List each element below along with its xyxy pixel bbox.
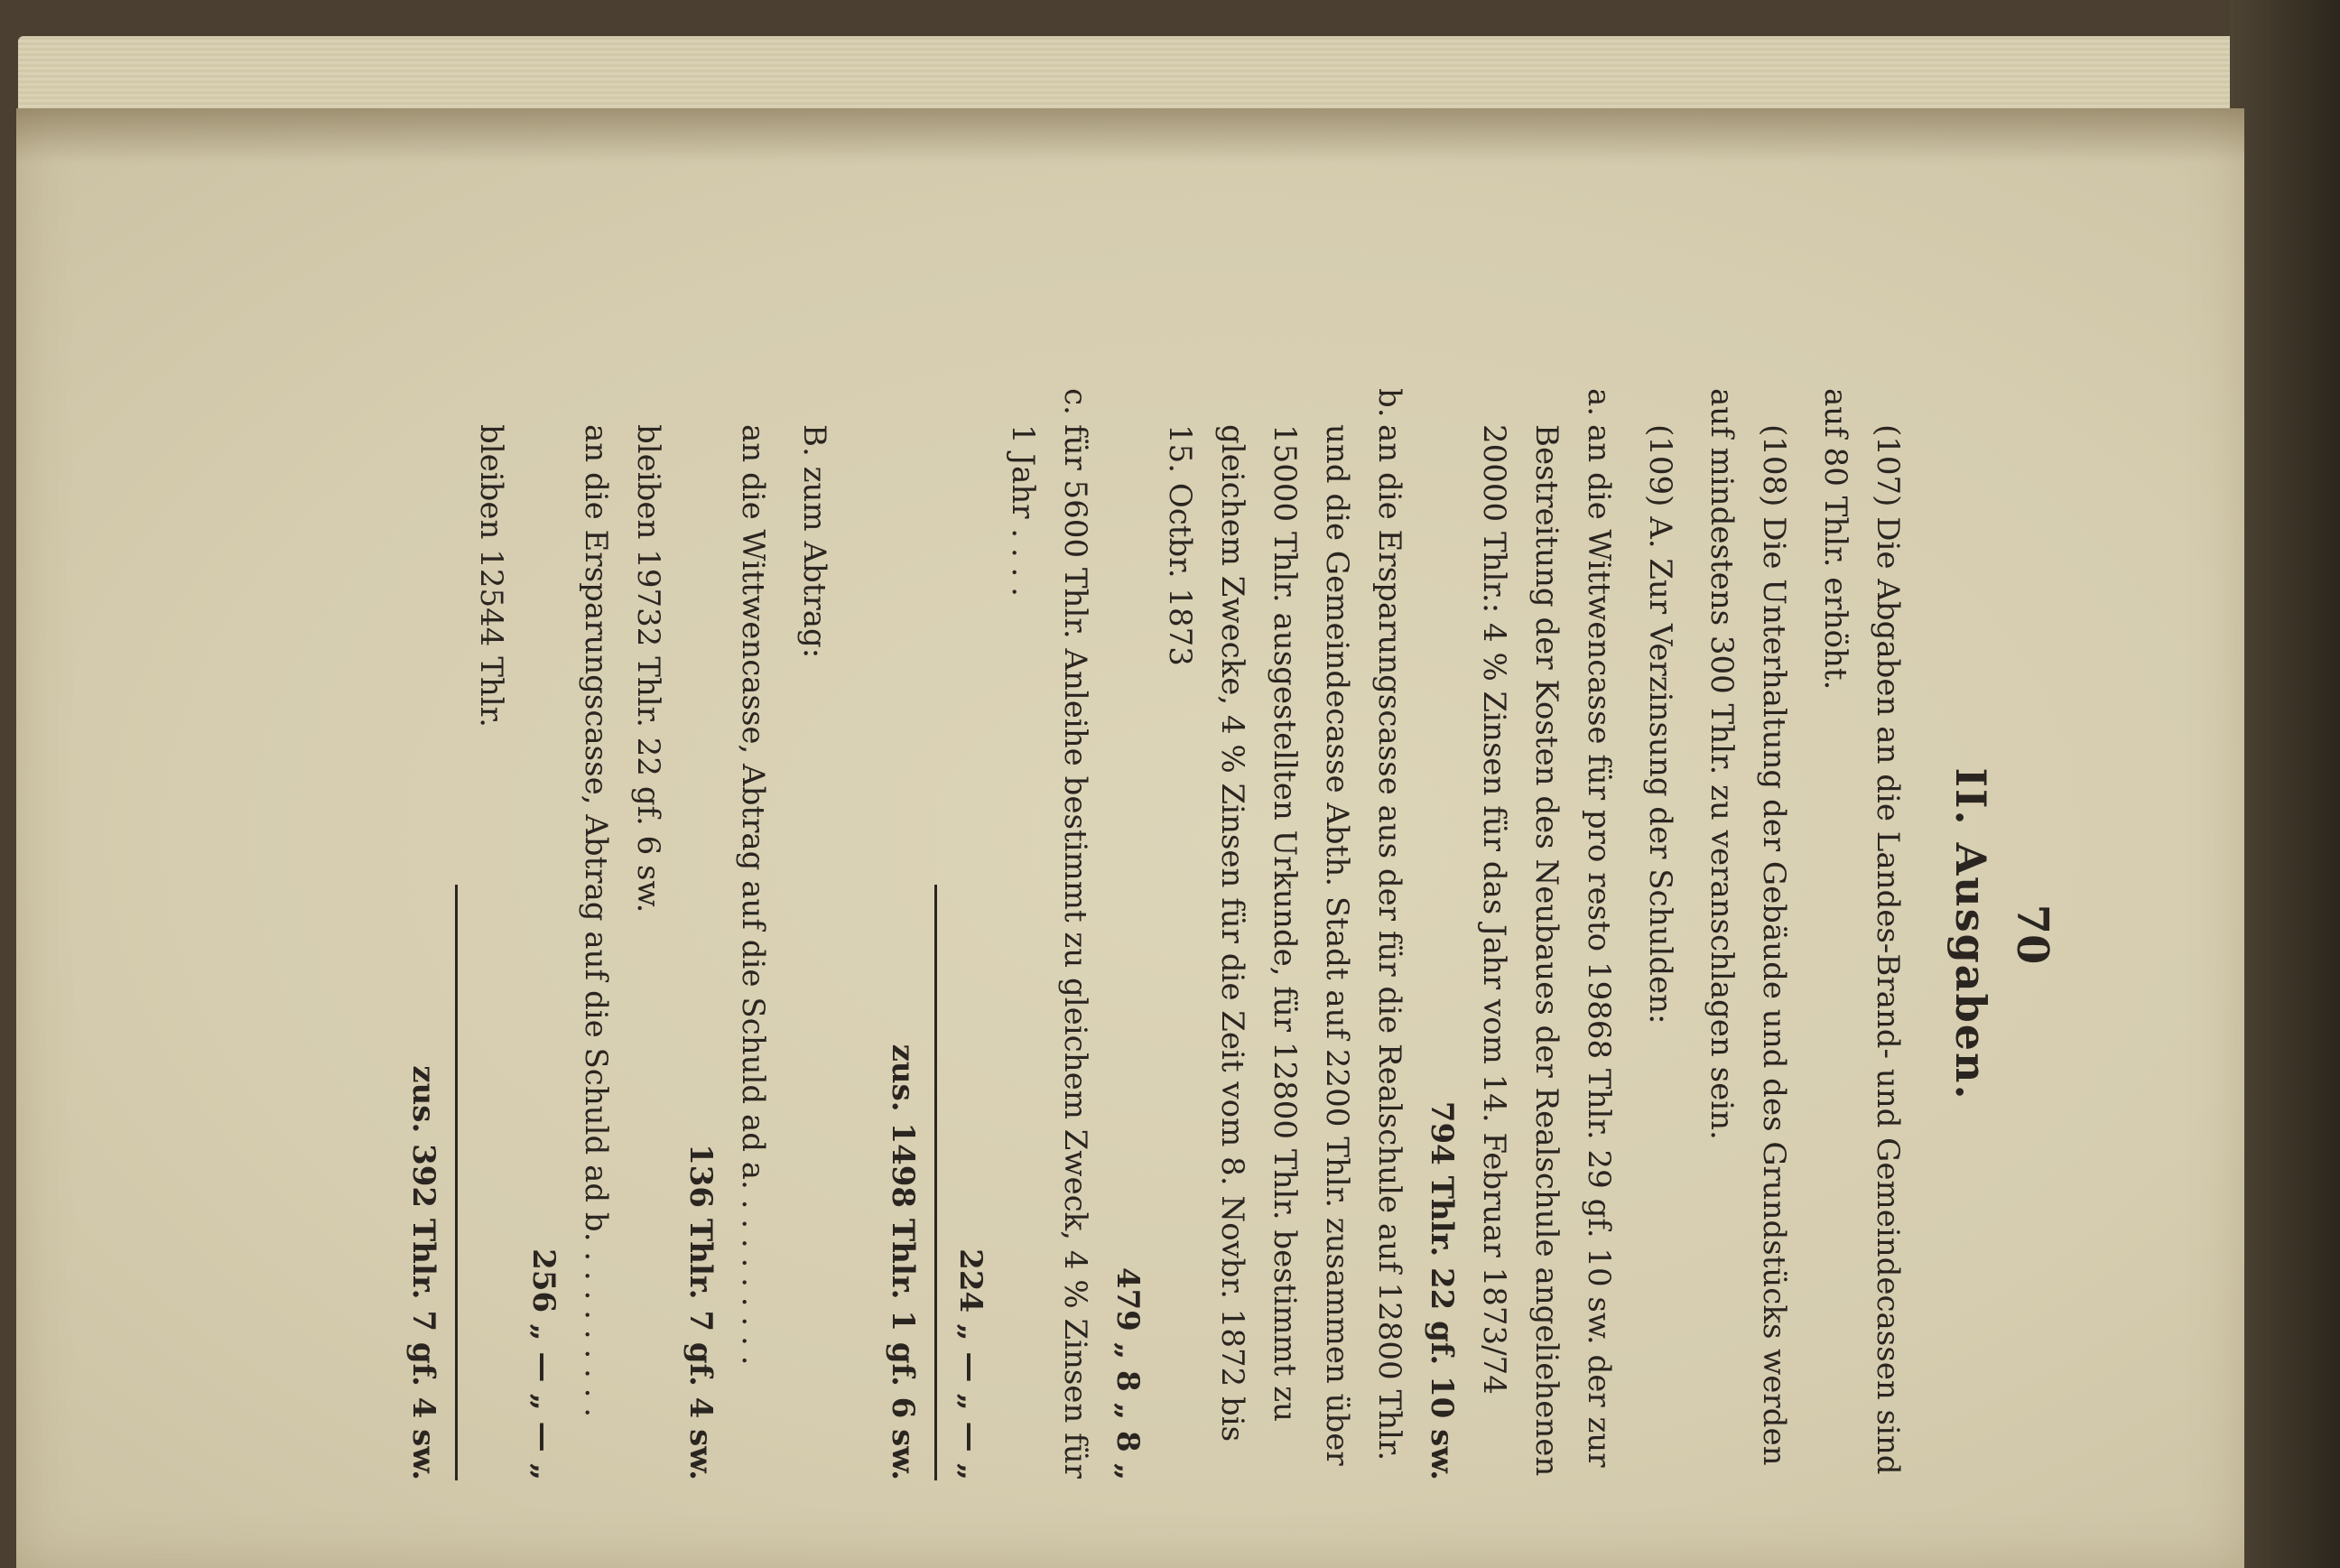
book-board — [2230, 0, 2340, 1568]
page-number: 70 — [2007, 904, 2057, 965]
item-amount: 794 Thlr. 22 gf. 10 sw. — [1424, 1100, 1460, 1480]
item-text: an die Ersparungscasse, Abtrag auf die Schuld ad b. . . . . . . . . . — [578, 424, 614, 1418]
page-content — [208, 388, 2058, 1480]
item-label: a. — [1581, 388, 1617, 417]
section-title: II. Ausgaben. — [1946, 767, 1995, 1101]
page-shadow — [16, 108, 2244, 162]
entry-108: (108) Die Unterhaltung der Gebäude und des Grundstücks werden auf mindestens 300 Thlr. zu veranschlagen sein. — [1704, 388, 1792, 1466]
repayment-item-1 — [622, 388, 779, 1480]
item-amount: 136 Thlr. 7 gf. 4 sw. — [682, 1144, 719, 1480]
item-remaining: bleiben 19732 Thlr. 22 gf. 6 sw. — [630, 424, 666, 914]
item-text: an die Ersparungscasse aus der für die Realschule auf 12800 Thlr. und die Gemeindecasse Abth. Stadt auf 2200 Thlr. zusammen über 15000 Thlr. ausgestellten Urkunde, für 12800 Thlr. bestimmt zu gleichem Zwecke, 4 % Zinsen für die Zeit vom 8. Novbr. 1872 bis 15. Octbr. 1873 — [1162, 424, 1407, 1466]
entry-109-heading: (109) A. Zur Verzinsung der Schulden: — [1642, 424, 1678, 1025]
item-amount: 479 „ 8 „ 8 „ — [1110, 1266, 1146, 1480]
item-remaining: bleiben 12544 Thlr. — [473, 424, 509, 728]
item-label: b. — [1371, 388, 1407, 418]
debt-item-b — [1101, 388, 1416, 1480]
repayment-heading: B. zum Abtrag: — [796, 424, 832, 659]
item-label: c. — [1057, 388, 1093, 415]
subtotal-repayment: zus. 392 Thlr. 7 gf. 4 sw. — [405, 1065, 441, 1480]
item-text: für 5600 Thlr. Anleihe bestimmt zu gleichem Zweck, 4 % Zinsen für 1 Jahr . . . . — [1005, 424, 1093, 1479]
sum-rule — [934, 885, 937, 1480]
entry-107: (107) Die Abgaben an die Landes-Brand- und Gemeindecassen sind auf 80 Thlr. erhöht. — [1817, 388, 1906, 1475]
item-amount: 224 „ — „ — „ — [952, 1248, 989, 1480]
debt-item-a — [1416, 388, 1625, 1480]
item-text: an die Wittwencasse, Abtrag auf die Schuld ad a. . . . . . . . . . — [735, 424, 771, 1366]
item-amount: 256 „ — „ — „ — [525, 1248, 562, 1480]
subtotal-interest: zus. 1498 Thlr. 1 gf. 6 sw. — [885, 1044, 921, 1480]
item-text: an die Wittwencasse für pro resto 19868 Thlr. 29 gf. 10 sw. der zur Bestreitung der Kosten des Neubaues der Realschule angeliehenen 20000 Thlr.: 4 % Zinsen für das Jahr vom 14. Februar 1873/74 — [1476, 424, 1617, 1477]
repayment-item-2 — [465, 388, 622, 1480]
sum-rule — [455, 885, 458, 1480]
debt-item-c — [944, 388, 1101, 1480]
